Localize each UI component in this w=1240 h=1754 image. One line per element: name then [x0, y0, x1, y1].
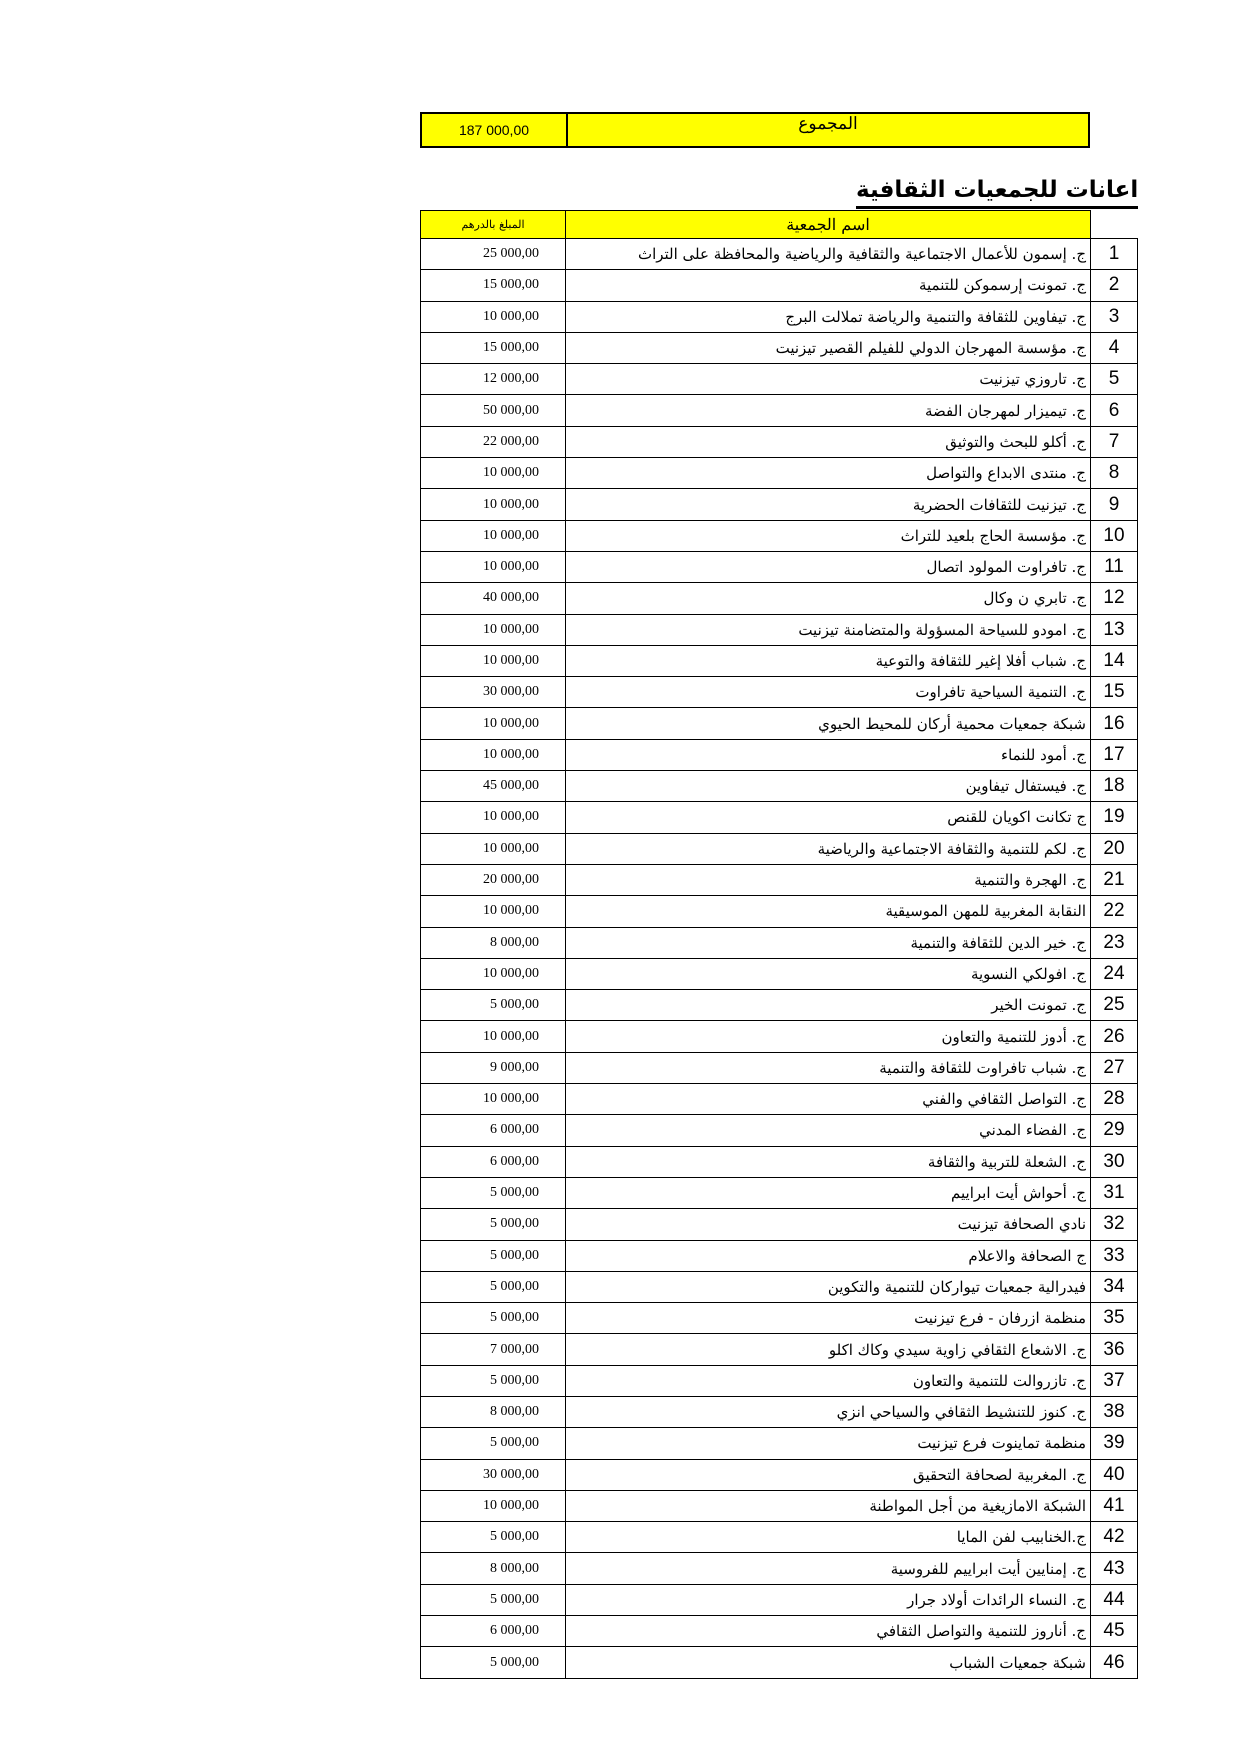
total-summary-table [420, 112, 1090, 148]
row-name: ج. منتدى الابداع والتواصل [566, 458, 1091, 489]
row-name: ج. النساء الرائدات أولاد جرار [566, 1584, 1091, 1615]
row-name: الشبكة الامازيغية من أجل المواطنة [566, 1490, 1091, 1521]
table-row [421, 1303, 1138, 1334]
table-row [421, 1021, 1138, 1052]
row-number: 32 [1091, 1209, 1138, 1240]
row-amount: 10 000,00 [421, 1490, 566, 1521]
table-row [421, 1365, 1138, 1396]
row-amount: 7 000,00 [421, 1334, 566, 1365]
row-number: 26 [1091, 1021, 1138, 1052]
row-number: 10 [1091, 520, 1138, 551]
row-name: ج. خير الدين للثقافة والتنمية [566, 927, 1091, 958]
table-header-row [421, 211, 1138, 239]
row-number: 20 [1091, 833, 1138, 864]
row-name: ج. أكلو للبحث والتوثيق [566, 426, 1091, 457]
table-row [421, 896, 1138, 927]
row-amount: 10 000,00 [421, 614, 566, 645]
row-amount: 5 000,00 [421, 1240, 566, 1271]
row-amount: 10 000,00 [421, 896, 566, 927]
row-number: 12 [1091, 583, 1138, 614]
table-row [421, 1271, 1138, 1302]
header-name: اسم الجمعية [566, 211, 1091, 239]
row-amount: 6 000,00 [421, 1146, 566, 1177]
table-row [421, 1052, 1138, 1083]
row-name: ج. الشعلة للتربية والثقافة [566, 1146, 1091, 1177]
row-name: ج. افولكي النسوية [566, 958, 1091, 989]
row-amount: 15 000,00 [421, 332, 566, 363]
row-number: 19 [1091, 802, 1138, 833]
row-number: 30 [1091, 1146, 1138, 1177]
table-row [421, 520, 1138, 551]
row-number: 4 [1091, 332, 1138, 363]
row-name: ج. تافراوت المولود اتصال [566, 551, 1091, 582]
row-amount: 50 000,00 [421, 395, 566, 426]
table-row [421, 270, 1138, 301]
table-row [421, 1240, 1138, 1271]
row-name: ج. المغربية لصحافة التحقيق [566, 1459, 1091, 1490]
row-amount: 10 000,00 [421, 958, 566, 989]
row-name: ج. التواصل الثقافي والفني [566, 1084, 1091, 1115]
row-amount: 6 000,00 [421, 1115, 566, 1146]
table-row [421, 1396, 1138, 1427]
row-number: 21 [1091, 864, 1138, 895]
row-amount: 10 000,00 [421, 645, 566, 676]
row-amount: 5 000,00 [421, 1303, 566, 1334]
table-row [421, 614, 1138, 645]
row-number: 27 [1091, 1052, 1138, 1083]
row-amount: 40 000,00 [421, 583, 566, 614]
table-row [421, 239, 1138, 270]
section-title: اعانات للجمعيات الثقافية [856, 176, 1138, 209]
row-amount: 6 000,00 [421, 1616, 566, 1647]
total-label: المجموع [567, 113, 1089, 147]
row-number: 41 [1091, 1490, 1138, 1521]
row-amount: 10 000,00 [421, 489, 566, 520]
row-number: 45 [1091, 1616, 1138, 1647]
table-row [421, 1647, 1138, 1678]
table-row [421, 771, 1138, 802]
row-number: 2 [1091, 270, 1138, 301]
row-name: فيدرالية جمعيات تيواركان للتنمية والتكوين [566, 1271, 1091, 1302]
row-name: منظمة تماينوت فرع تيزنيت [566, 1428, 1091, 1459]
row-amount: 20 000,00 [421, 864, 566, 895]
row-name: ج. لكم للتنمية والثقافة الاجتماعية والرياضية [566, 833, 1091, 864]
header-num-blank [1091, 211, 1138, 239]
row-number: 15 [1091, 677, 1138, 708]
row-name: ج. أناروز للتنمية والتواصل الثقافي [566, 1616, 1091, 1647]
row-amount: 45 000,00 [421, 771, 566, 802]
row-number: 36 [1091, 1334, 1138, 1365]
row-number: 11 [1091, 551, 1138, 582]
row-name: ج. شباب أفلا إغير للثقافة والتوعية [566, 645, 1091, 676]
table-row [421, 1334, 1138, 1365]
row-name: ج. التنمية السياحية تافراوت [566, 677, 1091, 708]
row-amount: 15 000,00 [421, 270, 566, 301]
header-amount: المبلغ بالدرهم [421, 211, 566, 239]
row-number: 35 [1091, 1303, 1138, 1334]
row-name: ج. مؤسسة المهرجان الدولي للفيلم القصير تيزنيت [566, 332, 1091, 363]
table-row [421, 583, 1138, 614]
total-amount: 187 000,00 [421, 113, 567, 147]
table-row [421, 458, 1138, 489]
table-row [421, 426, 1138, 457]
row-name: ج. أمود للنماء [566, 739, 1091, 770]
row-name: ج. تازروالت للتنمية والتعاون [566, 1365, 1091, 1396]
row-amount: 10 000,00 [421, 802, 566, 833]
row-amount: 10 000,00 [421, 739, 566, 770]
table-row [421, 708, 1138, 739]
table-row [421, 1459, 1138, 1490]
row-name: ج. الفضاء المدني [566, 1115, 1091, 1146]
row-name: ج. إمنايين أيت ابراييم للفروسية [566, 1553, 1091, 1584]
table-row [421, 1177, 1138, 1208]
table-row [421, 645, 1138, 676]
row-number: 40 [1091, 1459, 1138, 1490]
row-name: شبكة جمعيات الشباب [566, 1647, 1091, 1678]
row-amount: 8 000,00 [421, 1396, 566, 1427]
row-number: 17 [1091, 739, 1138, 770]
row-number: 7 [1091, 426, 1138, 457]
row-number: 25 [1091, 990, 1138, 1021]
row-number: 18 [1091, 771, 1138, 802]
row-number: 43 [1091, 1553, 1138, 1584]
row-number: 39 [1091, 1428, 1138, 1459]
row-name: ج. تاروزي تيزنيت [566, 364, 1091, 395]
table-row [421, 864, 1138, 895]
row-name: شبكة جمعيات محمية أركان للمحيط الحيوي [566, 708, 1091, 739]
row-name: ج. امودو للسياحة المسؤولة والمتضامنة تيزنيت [566, 614, 1091, 645]
table-row [421, 1616, 1138, 1647]
row-amount: 5 000,00 [421, 1428, 566, 1459]
table-row [421, 677, 1138, 708]
row-name: ج. الهجرة والتنمية [566, 864, 1091, 895]
total-row [421, 113, 1089, 147]
row-number: 13 [1091, 614, 1138, 645]
row-amount: 10 000,00 [421, 301, 566, 332]
row-amount: 8 000,00 [421, 1553, 566, 1584]
table-row [421, 1428, 1138, 1459]
row-amount: 10 000,00 [421, 708, 566, 739]
table-row [421, 739, 1138, 770]
row-amount: 9 000,00 [421, 1052, 566, 1083]
row-amount: 5 000,00 [421, 1522, 566, 1553]
row-name: النقابة المغربية للمهن الموسيقية [566, 896, 1091, 927]
table-row [421, 364, 1138, 395]
row-name: ج. كنوز للتنشيط الثقافي والسياحي انزي [566, 1396, 1091, 1427]
row-number: 37 [1091, 1365, 1138, 1396]
row-amount: 30 000,00 [421, 677, 566, 708]
table-row [421, 489, 1138, 520]
subsidies-table [420, 210, 1138, 1679]
row-number: 6 [1091, 395, 1138, 426]
row-number: 8 [1091, 458, 1138, 489]
row-number: 23 [1091, 927, 1138, 958]
table-row [421, 990, 1138, 1021]
row-name: ج. الاشعاع الثقافي زاوية سيدي وكاك اكلو [566, 1334, 1091, 1365]
row-number: 1 [1091, 239, 1138, 270]
row-number: 16 [1091, 708, 1138, 739]
row-name: ج الصحافة والاعلام [566, 1240, 1091, 1271]
row-name: ج تكانت اكويان للقنص [566, 802, 1091, 833]
table-row [421, 1553, 1138, 1584]
row-amount: 25 000,00 [421, 239, 566, 270]
row-amount: 5 000,00 [421, 1584, 566, 1615]
row-number: 34 [1091, 1271, 1138, 1302]
row-name: ج. تيميزار لمهرجان الفضة [566, 395, 1091, 426]
table-row [421, 1209, 1138, 1240]
row-name: ج. إسمون للأعمال الاجتماعية والثقافية والرياضية والمحافظة على التراث [566, 239, 1091, 270]
table-row [421, 802, 1138, 833]
row-amount: 5 000,00 [421, 1647, 566, 1678]
table-row [421, 958, 1138, 989]
table-row [421, 395, 1138, 426]
row-number: 24 [1091, 958, 1138, 989]
row-amount: 22 000,00 [421, 426, 566, 457]
row-amount: 10 000,00 [421, 551, 566, 582]
row-number: 44 [1091, 1584, 1138, 1615]
row-name: ج. فيستفال تيفاوين [566, 771, 1091, 802]
row-name: ج. أحواش أيت ابراييم [566, 1177, 1091, 1208]
row-number: 9 [1091, 489, 1138, 520]
table-row [421, 927, 1138, 958]
row-name: ج. تمونت إرسموكن للتنمية [566, 270, 1091, 301]
table-row [421, 301, 1138, 332]
row-name: ج. مؤسسة الحاج بلعيد للتراث [566, 520, 1091, 551]
row-name: ج. أدوز للتنمية والتعاون [566, 1021, 1091, 1052]
row-name: ج. تيفاوين للثقافة والتنمية والرياضة تملالت البرج [566, 301, 1091, 332]
table-row [421, 332, 1138, 363]
row-name: ج.الخنابيب لفن المايا [566, 1522, 1091, 1553]
row-number: 3 [1091, 301, 1138, 332]
row-amount: 5 000,00 [421, 1209, 566, 1240]
row-amount: 5 000,00 [421, 1177, 566, 1208]
table-row [421, 1584, 1138, 1615]
row-number: 38 [1091, 1396, 1138, 1427]
row-number: 29 [1091, 1115, 1138, 1146]
row-amount: 30 000,00 [421, 1459, 566, 1490]
row-name: ج. شباب تافراوت للثقافة والتنمية [566, 1052, 1091, 1083]
row-name: ج. تابري ن وكال [566, 583, 1091, 614]
row-amount: 5 000,00 [421, 1365, 566, 1396]
row-amount: 12 000,00 [421, 364, 566, 395]
row-amount: 8 000,00 [421, 927, 566, 958]
table-row [421, 1084, 1138, 1115]
table-row [421, 833, 1138, 864]
row-number: 46 [1091, 1647, 1138, 1678]
row-amount: 10 000,00 [421, 520, 566, 551]
row-amount: 10 000,00 [421, 1084, 566, 1115]
row-number: 22 [1091, 896, 1138, 927]
row-number: 28 [1091, 1084, 1138, 1115]
table-row [421, 1490, 1138, 1521]
row-amount: 5 000,00 [421, 1271, 566, 1302]
row-amount: 10 000,00 [421, 1021, 566, 1052]
row-name: منظمة ازرفان - فرع تيزنيت [566, 1303, 1091, 1334]
table-row [421, 1146, 1138, 1177]
row-name: نادي الصحافة تيزنيت [566, 1209, 1091, 1240]
row-number: 31 [1091, 1177, 1138, 1208]
row-amount: 5 000,00 [421, 990, 566, 1021]
row-number: 5 [1091, 364, 1138, 395]
row-name: ج. تمونت الخير [566, 990, 1091, 1021]
row-amount: 10 000,00 [421, 833, 566, 864]
row-name: ج. تيزنيت للثقافات الحضرية [566, 489, 1091, 520]
row-number: 33 [1091, 1240, 1138, 1271]
table-row [421, 1115, 1138, 1146]
table-row [421, 551, 1138, 582]
table-row [421, 1522, 1138, 1553]
row-number: 14 [1091, 645, 1138, 676]
row-amount: 10 000,00 [421, 458, 566, 489]
row-number: 42 [1091, 1522, 1138, 1553]
